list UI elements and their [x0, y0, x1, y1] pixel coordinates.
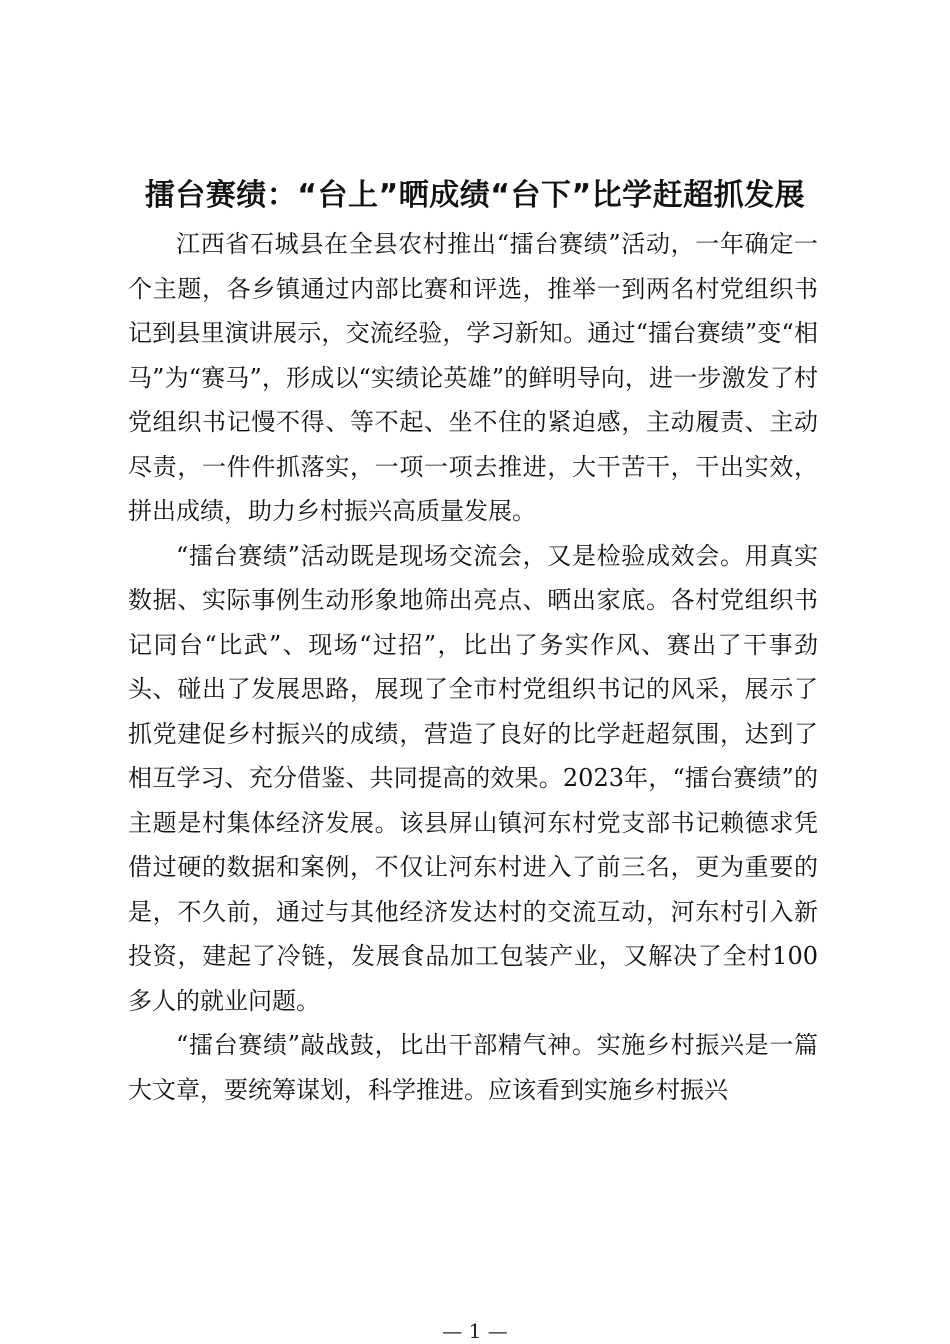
document-body	[128, 222, 818, 1112]
page-number: — 1 —	[442, 1319, 508, 1343]
document-title: 擂台赛绩：“台上”晒成绩“台下”比学赶超抓发展	[144, 178, 806, 213]
paragraph-2: “擂台赛绩”活动既是现场交流会，又是检验成效会。用真实数据、实际事例生动形象地筛出亮点、晒出家底。各村党组织书记同台“比武”、现场“过招”，比出了务实作风、赛出了干事劲头、碰出了发展思路，展现了全市村党组织书记的风采，展示了抓党建促乡村振兴的成绩，营造了良好的比学赶超氛围，达到了相互学习、充分借鉴、共同提高的效果。2023年，“擂台赛绩”的主题是村集体经济发展。该县屏山镇河东村党支部书记赖德求凭借过硬的数据和案例，不仅让河东村进入了前三名，更为重要的是，不久前，通过与其他经济发达村的交流互动，河东村引入新投资，建起了冷链，发展食品加工包装产业，又解决了全村100多人的就业问题。	[128, 541, 818, 1015]
paragraph-1: 江西省石城县在全县农村推出“擂台赛绩”活动，一年确定一个主题，各乡镇通过内部比赛和评选，推举一到两名村党组织书记到县里演讲展示，交流经验，学习新知。通过“擂台赛绩”变“相马”为“赛马”，形成以“实绩论英雄”的鲜明导向，进一步激发了村党组织书记慢不得、等不起、坐不住的紧迫感，主动履责、主动尽责，一件件抓落实，一项一项去推进，大干苦干，干出实效，拼出成绩，助力乡村振兴高质量发展。	[128, 230, 818, 525]
paragraph-3: “擂台赛绩”敲战鼓，比出干部精气神。实施乡村振兴是一篇大文章，要统筹谋划，科学推进。应该看到实施乡村振兴	[128, 1031, 818, 1104]
